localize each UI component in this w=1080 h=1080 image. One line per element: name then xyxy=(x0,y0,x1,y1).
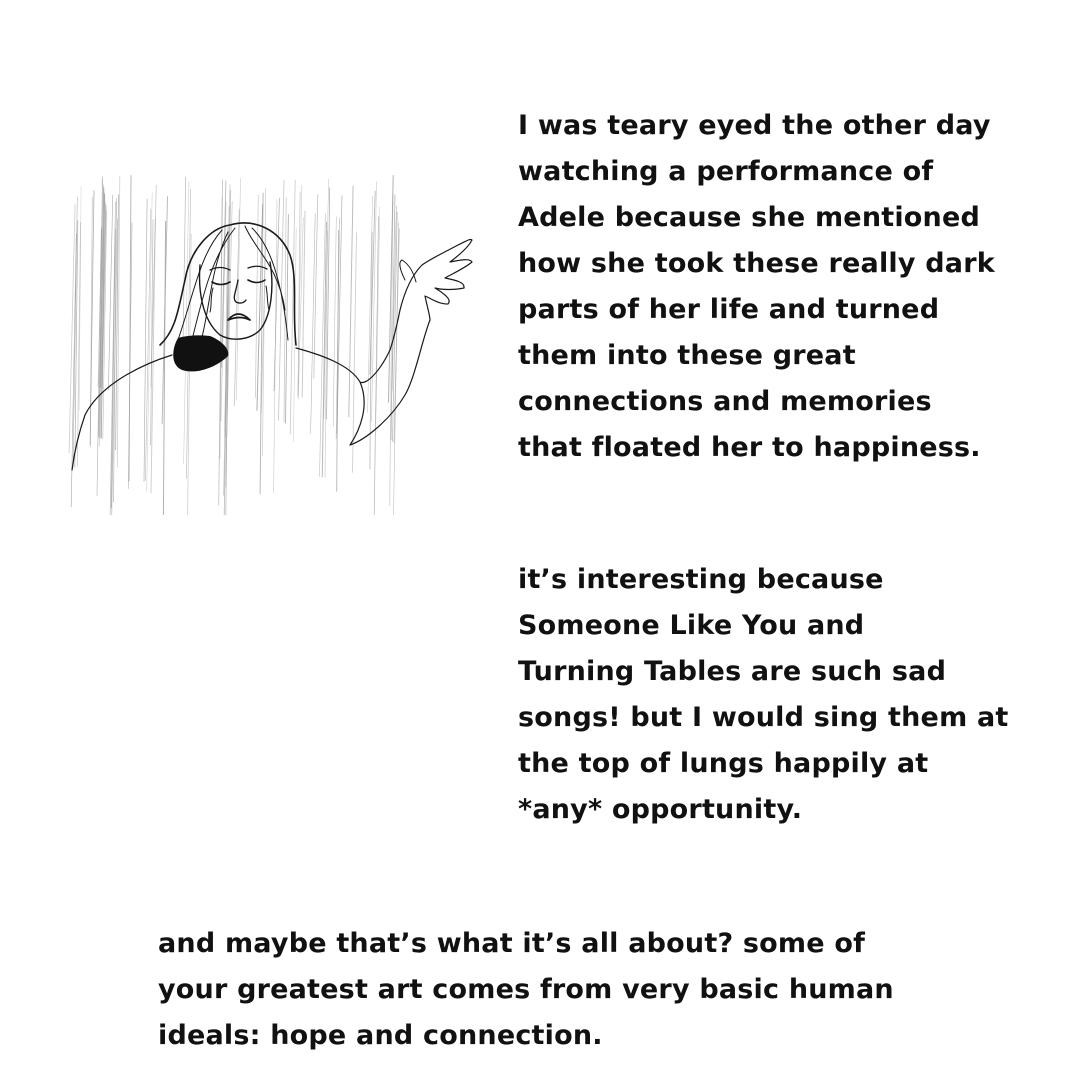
text-line: *any* opportunity. xyxy=(518,794,803,825)
rain-stroke xyxy=(333,217,336,427)
nose xyxy=(234,280,246,303)
text-line: songs! but I would sing them at xyxy=(518,702,1009,733)
text-line: parts of her life and turned xyxy=(518,294,940,325)
raised-hand xyxy=(400,239,472,320)
crying-mouth xyxy=(228,314,250,320)
rain-stroke xyxy=(376,207,380,424)
text-line: that floated her to happiness. xyxy=(518,432,981,463)
text-line: how she took these really dark xyxy=(518,248,995,279)
paragraph-adele-performance xyxy=(518,103,995,471)
text-line: connections and memories xyxy=(518,386,932,417)
rain-stroke xyxy=(144,199,147,482)
paragraph-sad-songs xyxy=(518,557,1009,833)
text-line: the top of lungs happily at xyxy=(518,748,929,779)
text-line: them into these great xyxy=(518,340,856,371)
rain-stroke xyxy=(311,213,316,433)
rain-stroke xyxy=(145,209,151,481)
rain-stroke xyxy=(349,186,353,418)
rain-stroke xyxy=(108,195,112,390)
text-line: Turning Tables are such sad xyxy=(518,656,947,687)
rain-stroke xyxy=(314,194,318,378)
crying-woman-in-rain-sketch-icon xyxy=(60,170,480,520)
hand-thumb xyxy=(400,260,416,282)
text-line: it’s interesting because xyxy=(518,564,884,595)
eyebrows xyxy=(210,266,267,270)
text-line: Someone Like You and xyxy=(518,610,865,641)
text-line: your greatest art comes from very basic human xyxy=(158,974,894,1005)
text-line: ideals: hope and connection. xyxy=(158,1020,603,1051)
text-line: I was teary eyed the other day xyxy=(518,110,991,141)
rain-strokes xyxy=(69,175,399,515)
text-line: watching a performance of xyxy=(518,156,934,187)
text-line: and maybe that’s what it’s all about? some of xyxy=(158,928,866,959)
rain-stroke xyxy=(184,181,189,464)
paragraph-conclusion xyxy=(158,921,894,1059)
text-line: Adele because she mentioned xyxy=(518,202,981,233)
